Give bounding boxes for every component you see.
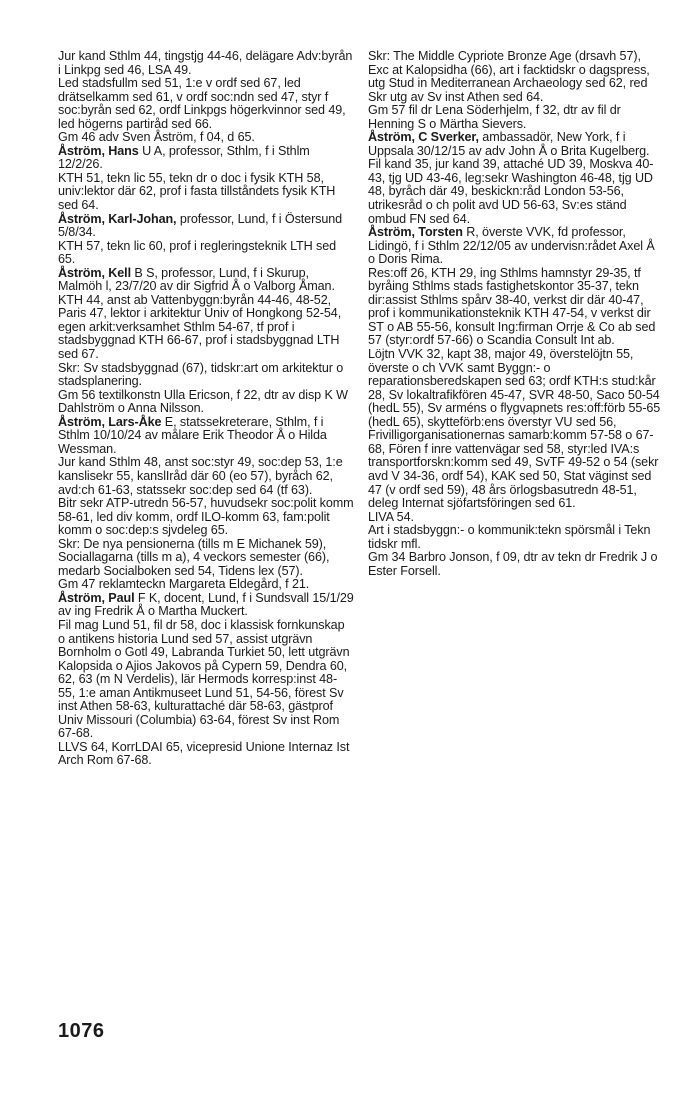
- entry-text: LIVA 54.: [368, 509, 414, 524]
- entry-text: Skr: The Middle Cypriote Bronze Age (drsavh 57), Exc at Kalopsidha (66), art i facktidskr o dagspress, utg Stud in Mediterranean Archaeology sed 62, red Skr utg av Sv inst Athen sed 64.: [368, 49, 650, 104]
- entry-paragraph: [58, 497, 354, 538]
- entry-text: U A, professor, Sthlm, f i Sthlm 12/2/26.: [58, 143, 310, 172]
- biography-entry: [58, 267, 354, 294]
- entry-paragraph: [58, 362, 354, 389]
- entry-paragraph: [58, 77, 354, 131]
- entry-name: Åström, Paul: [58, 590, 135, 605]
- entry-paragraph: [368, 551, 664, 578]
- biography-entry: [58, 416, 354, 457]
- entry-text: Led stadsfullm sed 51, 1:e v ordf sed 67, led drätselkamm sed 61, v ordf soc:ndn sed 47, styr f soc:byrån sed 62, ordf Linkpgs högerkvinnor sed 49, led högerns partiråd sed 66.: [58, 76, 346, 131]
- biography-entry: [368, 226, 664, 267]
- entry-text: R, överste VVK, fd professor, Lidingö, f i Sthlm 22/12/05 av undervisn:rådet Axel Å o Doris Rima.: [368, 225, 655, 267]
- entry-text: ambassadör, New York, f i Uppsala 30/12/15 av adv John Å o Brita Kugelberg.: [368, 130, 650, 158]
- right-column: [368, 50, 664, 578]
- entry-text: Löjtn VVK 32, kapt 38, major 49, överstelöjtn 55, överste o ch VVK samt Byggn:- o reparationsberedskapen sed 63; ordf KTH:s stud:kår 28, Sv lokaltrafikfören 45-47, SVR 48-50, Saco 50-54 (hedL 55), Sv arméns o flygvapnets res:off:förb 55-65 (hedL 65), skytteförb:ens överstyr VU sed 56, Frivilligorganisationernas samarb:komm 57-58 o 67-68, Fören f inre vattenvägar sed 58, styr:led IVA:s transportforskn:komm sed 49, SvTF 49-52 o 54 (sekr avd V 34-36, ordf 54), KAK sed 50, Stat väginst sed 47 (v ordf sed 59), 48 års örlogsbasutredn 48-51, deleg Internat sjöfartsföringen sed 61.: [368, 347, 661, 511]
- entry-paragraph: [58, 741, 354, 768]
- entry-text: E, statssekreterare, Sthlm, f i Sthlm 10/10/24 av målare Erik Theodor Å o Hilda Wessman.: [58, 414, 327, 456]
- entry-text: F K, docent, Lund, f i Sundsvall 15/1/29 av ing Fredrik Å o Martha Muckert.: [58, 590, 354, 619]
- entry-text: LLVS 64, KorrLDAI 65, vicepresid Unione Internaz Ist Arch Rom 67-68.: [58, 739, 350, 768]
- entry-text: professor, Lund, f i Östersund 5/8/34.: [58, 211, 343, 240]
- entry-text: Skr: De nya pensionerna (tills m E Michanek 59), Sociallagarna (tills m a), 4 veckors semester (66), medarb Socialboken sed 54, Tidens lex (57).: [58, 536, 330, 578]
- page-number: 1076: [58, 1020, 105, 1042]
- entry-text: Fil mag Lund 51, fil dr 58, doc i klassisk fornkunskap o antikens historia Lund sed 57, assist utgrävn Bornholm o Gotl 49, Labranda Turkiet 50, lett utgrävn Kalopsida o Ajios Jakovos på Cypern 59, Dendra 60, 62, 63 (m N Verdelis), lär Hermods korresp:inst 48-55, 1:e aman Antikmuseet Lund 51, 54-56, förest Sv inst Athen 58-63, kulturattaché där 58-63, gästprof Univ Missouri (Columbia) 63-64, förest Sv inst Rom 67-68.: [58, 617, 350, 741]
- entry-name: Åström, Karl-Johan,: [58, 211, 177, 226]
- entry-text: KTH 51, tekn lic 55, tekn dr o doc i fysik KTH 58, univ:lektor där 62, prof i fasta tillståndets fysik KTH sed 64.: [58, 170, 336, 213]
- entry-name: Åström, Kell: [58, 265, 131, 280]
- entry-text: Gm 56 textilkonstn Ulla Ericson, f 22, dtr av disp K W Dahlström o Anna Nilsson.: [58, 387, 348, 416]
- entry-paragraph: [58, 50, 354, 77]
- biography-entry: [58, 592, 354, 619]
- entry-text: Bitr sekr ATP-utredn 56-57, huvudsekr soc:polit komm 58-61, led div komm, ordf ILO-komm 63, fam:polit komm o soc:dep:s sjvdeleg 65.: [58, 496, 354, 538]
- entry-name: Åström, Hans: [58, 143, 139, 158]
- entry-paragraph: [368, 511, 664, 525]
- entry-text: Jur kand Sthlm 44, tingstjg 44-46, delägare Adv:byrån i Linkpg sed 46, LSA 49.: [58, 49, 353, 77]
- biography-entry: [58, 213, 354, 240]
- entry-text: Skr: Sv stadsbyggnad (67), tidskr:art om arkitektur o stadsplanering.: [58, 360, 344, 389]
- entry-paragraph: [368, 267, 664, 348]
- entry-text: Res:off 26, KTH 29, ing Sthlms hamnstyr 29-35, tf byråing Sthlms stads fastighetskontor 35-37, tekn dir:assist Sthlms spårv 38-40, verkst dir där 40-47, prof i kommunikationsteknik KTH 47-54, v verkst dir ST o AB 55-56, konsult Ing:firman Orrje & Co ab sed 57 (styr:ordf 57-66) o Scandia Consult Int ab.: [368, 265, 656, 348]
- entry-text: Jur kand Sthlm 48, anst soc:styr 49, soc:dep 53, 1:e kanslisekr 55, kanslIråd där 60 (eo 57), byråch 62, avd:ch 61-63, statssekr soc:dep sed 64 (tf 63).: [58, 455, 343, 497]
- entry-name: Åström, Lars-Åke: [58, 414, 162, 429]
- entry-text: Gm 57 fil dr Lena Söderhjelm, f 32, dtr av fil dr Henning S o Märtha Sievers.: [368, 103, 621, 131]
- entry-text: KTH 44, anst ab Vattenbyggn:byrån 44-46, 48-52, Paris 47, lektor i arkitektur Univ of Hongkong 52-54, egen arkit:verksamhet Sthlm 54-67, tf prof i stadsbyggnad KTH 66-67, prof i stadsbyggnad LTH sed 67.: [58, 292, 342, 362]
- left-column: [58, 50, 354, 768]
- entry-text: B S, professor, Lund, f i Skurup, Malmöh l, 23/7/20 av dir Sigfrid Å o Valborg Åman.: [58, 265, 335, 294]
- entry-text: Art i stadsbyggn:- o kommunik:tekn spörsmål i Tekn tidskr mfl.: [368, 523, 651, 551]
- entry-paragraph: [58, 240, 354, 267]
- entry-name: Åström, C Sverker,: [368, 130, 479, 145]
- entry-paragraph: [368, 348, 664, 511]
- entry-paragraph: [368, 524, 664, 551]
- entry-text: Gm 47 reklamteckn Margareta Eldegård, f 21.: [58, 577, 310, 592]
- entry-paragraph: [58, 294, 354, 362]
- entry-paragraph: [58, 538, 354, 579]
- entry-name: Åström, Torsten: [368, 225, 463, 240]
- entry-text: KTH 57, tekn lic 60, prof i regleringsteknik LTH sed 65.: [58, 238, 337, 267]
- entry-text: Gm 46 adv Sven Åström, f 04, d 65.: [58, 130, 255, 145]
- entry-paragraph: [58, 456, 354, 497]
- entry-paragraph: [58, 578, 354, 592]
- entry-paragraph: [368, 104, 664, 131]
- entry-paragraph: [58, 389, 354, 416]
- biography-entry: [58, 145, 354, 172]
- entry-paragraph: [368, 50, 664, 104]
- biography-entry: [368, 131, 664, 158]
- entry-text: Fil kand 35, jur kand 39, attaché UD 39, Moskva 40-43, tjg UD 43-46, leg:sekr Washington 46-48, tjg UD 48, byråch där 49, beskickn:råd London 53-56, utrikesråd o ch polit avd UD 56-63, Sv:es ständ ombud FN sed 64.: [368, 157, 654, 226]
- entry-paragraph: [58, 172, 354, 213]
- entry-text: Gm 34 Barbro Jonson, f 09, dtr av tekn dr Fredrik J o Ester Forsell.: [368, 550, 658, 578]
- entry-paragraph: [58, 619, 354, 741]
- entry-paragraph: [368, 158, 664, 226]
- entry-paragraph: [58, 131, 354, 145]
